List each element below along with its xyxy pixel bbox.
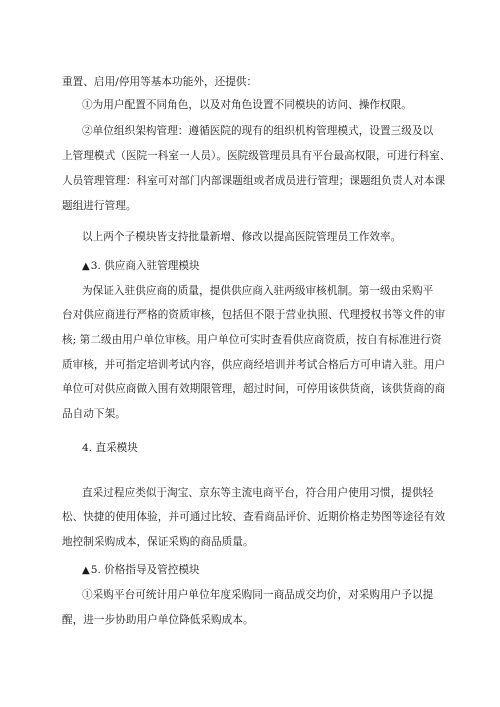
paragraph-line: 地控制采购成本，保证采购的商品质量。 (62, 536, 254, 548)
triangle-marker-icon: ▲ (82, 261, 90, 272)
section-heading-5 (82, 563, 200, 578)
paragraph-line: 台对供应商进行严格的资质审核，包括但不限于营业执照、代理授权书等文件的审 (62, 309, 446, 321)
paragraph-line: 题组进行管理。 (62, 200, 137, 212)
paragraph-line: 质审核，并可指定培训考试内容，供应商经培训并考试合格后方可申请入驻。用户 (62, 359, 446, 371)
triangle-marker-icon: ▲ (82, 565, 90, 576)
paragraph-line: 为保证入驻供应商的质量，提供供应商入驻两级审核机制。第一级由采购平 (82, 285, 434, 297)
section-heading-3-text: 3. 供应商入驻管理模块 (90, 260, 200, 272)
paragraph-line: 松、快捷的使用体验，并可通过比较、查看商品评价、近期价格走势图等途径有效 (62, 511, 446, 523)
paragraph-line: ①采购平台可统计用户单位年度采购同一商品成交均价，对采购用户予以提 (82, 589, 434, 601)
paragraph-line: ①为用户配置不同角色，以及对角色设置不同模块的访问、操作权限。 (82, 99, 412, 111)
paragraph-line: 直采过程应类似于淘宝、京东等主流电商平台，符合用户使用习惯，提供轻 (82, 487, 434, 499)
paragraph-line: 核; 第二级由用户单位审核。用户单位可实时查看供应商资质，按自有标准进行资 (62, 334, 442, 346)
paragraph-line: 醒，进一步协助用户单位降低采购成本。 (62, 614, 254, 626)
paragraph-line: ②单位组织架构管理：遵循医院的现有的组织机构管理模式，设置三级及以 (82, 125, 434, 137)
paragraph-line: 人员管理管理：科室可对部门内部课题组或者成员进行管理；课题组负责人对本课 (62, 175, 446, 187)
paragraph-line: 上管理模式（医院一科室一人员）。医院级管理员具有平台最高权限，可进行科室、 (62, 150, 451, 162)
section-heading-5-text: 5. 价格指导及管控模块 (90, 564, 200, 576)
paragraph-line: 单位可对供应商做入围有效期限管理，超过时间，可停用该供货商，该供货商的商 (62, 383, 446, 395)
section-heading-3 (82, 259, 200, 274)
paragraph-line: 以上两个子模块皆支持批量新增、修改以提高医院管理员工作效率。 (82, 231, 402, 243)
section-heading-4: 4. 直采模块 (82, 442, 138, 454)
paragraph-line: 重置、启用/停用等基本功能外，还提供： (62, 76, 258, 88)
paragraph-line: 品自动下架。 (62, 408, 126, 420)
